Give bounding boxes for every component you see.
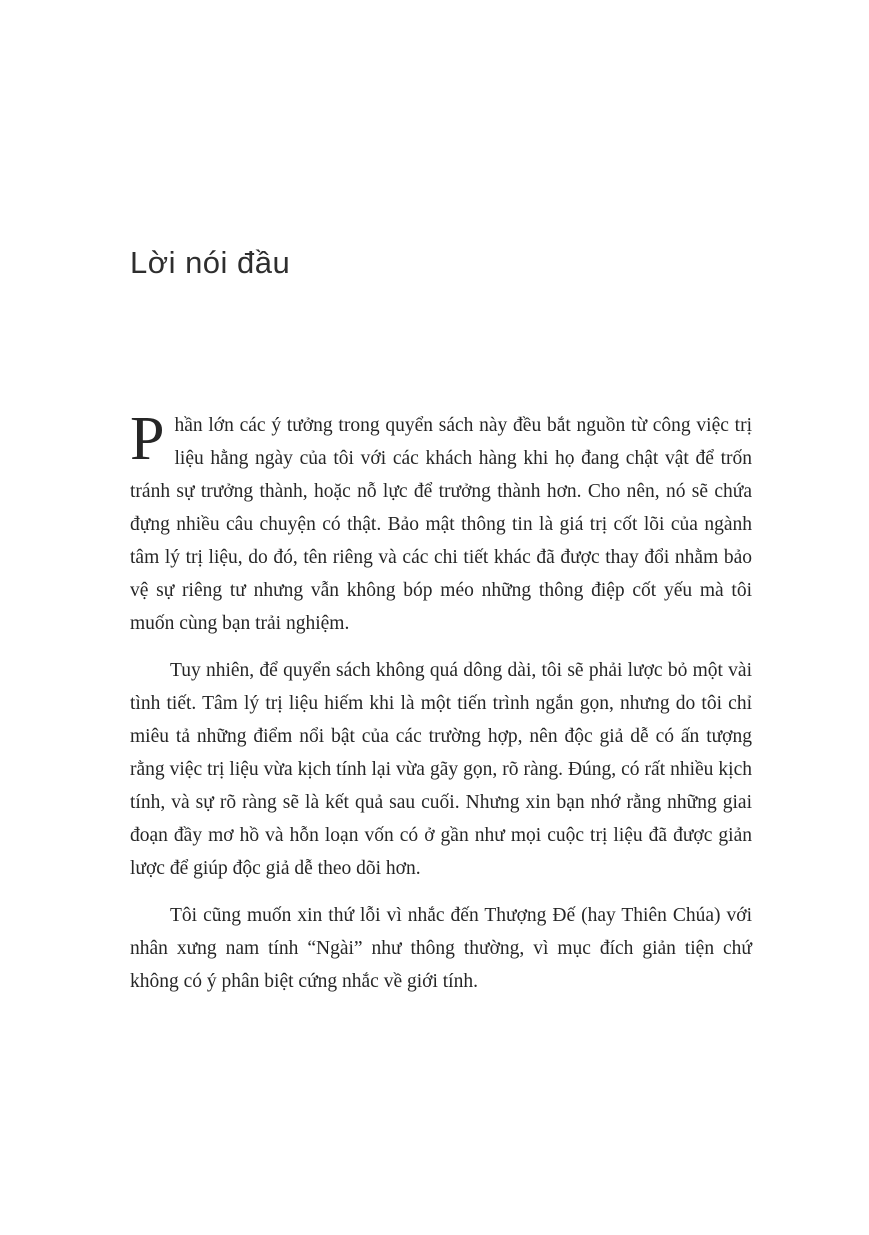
paragraph-1 xyxy=(130,405,752,640)
paragraph-1-text: hần lớn các ý tưởng trong quyển sách này đều bắt nguồn từ công việc trị liệu hằng ngày của tôi với các khách hàng khi họ đang chật vật để trốn tránh sự trưởng thành, hoặc nỗ lực để trưởng thành hơn. Cho nên, nó sẽ chứa đựng nhiều câu chuyện có thật. Bảo mật thông tin là giá trị cốt lõi của ngành tâm lý trị liệu, do đó, tên riêng và các chi tiết khác đã được thay đổi nhằm bảo vệ sự riêng tư nhưng vẫn không bóp méo những thông điệp cốt yếu mà tôi muốn cùng bạn trải nghiệm. xyxy=(130,415,752,634)
dropcap-letter: P xyxy=(130,405,165,473)
page-title: Lời nói đầu xyxy=(130,245,291,280)
paragraph-2: Tuy nhiên, để quyển sách không quá dông dài, tôi sẽ phải lược bỏ một vài tình tiết. Tâm lý trị liệu hiếm khi là một tiến trình ngắn gọn, nhưng do tôi chỉ miêu tả những điểm nổi bật của các trường hợp, nên độc giả dễ có ấn tượng rằng việc trị liệu vừa kịch tính lại vừa gãy gọn, rõ ràng. Đúng, có rất nhiều kịch tính, và sự rõ ràng sẽ là kết quả sau cuối. Nhưng xin bạn nhớ rằng những giai đoạn đầy mơ hồ và hỗn loạn vốn có ở gần như mọi cuộc trị liệu đã được giản lược để giúp độc giả dễ theo dõi hơn. xyxy=(130,660,752,879)
page-body xyxy=(130,405,752,998)
paragraph-3: Tôi cũng muốn xin thứ lỗi vì nhắc đến Thượng Đế (hay Thiên Chúa) với nhân xưng nam tính “Ngài” như thông thường, vì mục đích giản tiện chứ không có ý phân biệt cứng nhắc về giới tính. xyxy=(130,905,752,992)
